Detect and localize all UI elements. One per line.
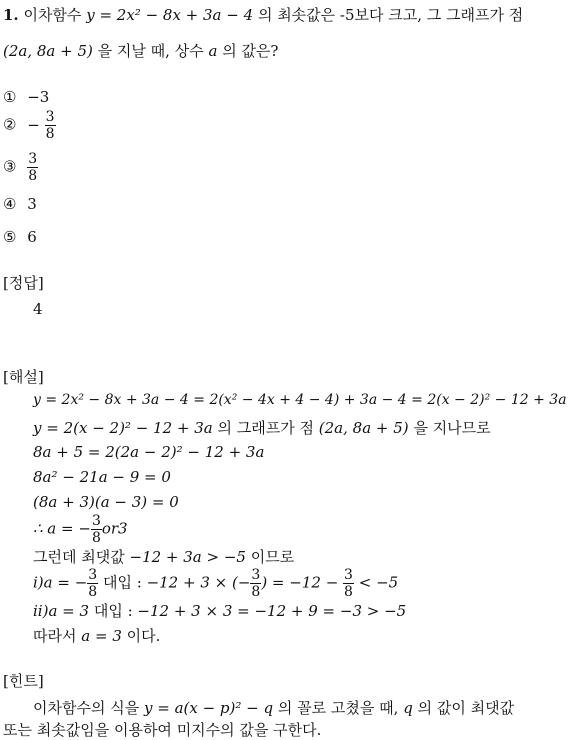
solution-point: (2a, 8a + 5)	[318, 419, 409, 437]
solution-text: 대입 :	[93, 602, 133, 620]
question-text: 을 지날 때, 상수	[97, 42, 204, 60]
solution-line-7	[33, 546, 294, 567]
solution-equation: −12 + 3a > −5	[129, 548, 246, 566]
solution-text: 을 지나므로	[413, 419, 491, 437]
hint-text: 의 꼴로 고쳤을 때,	[277, 699, 399, 717]
fraction-numerator: 3	[45, 109, 55, 125]
choice-3[interactable]	[3, 152, 38, 183]
solution-equation: < −5	[358, 573, 399, 592]
solution-label: [해설]	[3, 368, 44, 386]
solution-text: 따라서	[33, 627, 77, 645]
choice-marker: ②	[3, 115, 17, 134]
choice-sign: −	[27, 115, 40, 134]
fraction-denominator: 8	[251, 584, 261, 600]
hint-variable: q	[403, 699, 413, 717]
choice-text: 6	[27, 228, 37, 246]
choice-5[interactable]	[3, 228, 37, 246]
hint-line-1	[33, 697, 514, 718]
question-point: (2a, 8a + 5)	[3, 42, 93, 60]
solution-fraction	[91, 514, 102, 545]
hint-text: 의 값이 최댓값	[417, 699, 515, 717]
hint-equation: y = a(x − p)² − q	[143, 699, 274, 717]
fraction-denominator: 8	[91, 530, 101, 546]
solution-equation: −12 + 3 × (−	[146, 573, 251, 592]
fraction-numerator: 3	[251, 567, 261, 583]
choice-fraction	[27, 152, 38, 183]
solution-text: 그런데 최댓값	[33, 548, 125, 566]
solution-line-3: 8a + 5 = 2(2a − 2)² − 12 + 3a	[33, 443, 265, 461]
choice-text: −3	[27, 88, 50, 106]
question-number: 1.	[3, 6, 19, 24]
fraction-numerator: 3	[91, 513, 101, 529]
choice-marker: ④	[3, 195, 17, 213]
solution-equation: ) = −12 −	[261, 573, 339, 592]
hint-label: [힌트]	[3, 672, 44, 690]
fraction-denominator: 8	[88, 584, 98, 600]
solution-line-1: y = 2x² − 8x + 3a − 4 = 2(x² − 4x + 4 − 4) + 3a − 4 = 2(x − 2)² − 12 + 3a	[33, 392, 567, 408]
solution-line-9	[33, 600, 406, 621]
answer-value: 4	[33, 300, 43, 318]
solution-line-10	[33, 625, 160, 646]
solution-line-4: 8a² − 21a − 9 = 0	[33, 468, 171, 486]
hint-text: 이차함수의 식을	[33, 699, 140, 717]
question-text: 의 값은?	[222, 42, 279, 60]
solution-line-5: (8a + 3)(a − 3) = 0	[33, 493, 179, 511]
fraction-denominator: 8	[45, 126, 55, 142]
fraction-denominator: 8	[28, 168, 38, 184]
choice-text: 3	[27, 195, 37, 213]
solution-text: 의 그래프가 점	[217, 419, 314, 437]
solution-equation: a = 3	[81, 627, 122, 645]
hint-line-2: 또는 최솟값임을 이용하여 미지수의 값을 구한다.	[3, 721, 322, 739]
solution-line-8	[33, 568, 398, 599]
solution-equation: y = 2(x − 2)² − 12 + 3a	[33, 419, 213, 437]
solution-equation: ∴ a = −	[33, 519, 91, 538]
choice-1[interactable]	[3, 88, 49, 106]
question-line-1	[3, 4, 523, 25]
solution-line-6	[33, 514, 128, 545]
question-text: 의 최솟값은 -5보다 크고, 그 그래프가 점	[257, 6, 524, 24]
choice-fraction	[45, 110, 56, 141]
question-equation: y = 2x² − 8x + 3a − 4	[86, 6, 254, 24]
solution-equation: ii)a = 3	[33, 602, 90, 620]
solution-equation: i)a = −	[33, 573, 88, 592]
solution-equation: −12 + 3 × 3 = −12 + 9 = −3 > −5	[137, 602, 407, 620]
solution-fraction	[343, 568, 354, 599]
fraction-numerator: 3	[28, 151, 38, 167]
choice-4[interactable]	[3, 195, 37, 213]
fraction-denominator: 8	[344, 584, 353, 600]
question-text: 이차함수	[23, 6, 82, 24]
answer-label: [정답]	[3, 274, 44, 292]
choice-marker: ⑤	[3, 228, 17, 246]
fraction-numerator: 3	[88, 567, 98, 583]
question-variable: a	[208, 42, 218, 60]
fraction-numerator: 3	[344, 567, 353, 583]
solution-text: 이다.	[126, 627, 161, 645]
solution-fraction	[250, 568, 261, 599]
solution-text: or3	[101, 519, 128, 538]
choice-marker: ③	[3, 157, 17, 176]
solution-text: 이므로	[250, 548, 295, 566]
solution-line-2	[33, 417, 491, 438]
solution-fraction	[87, 568, 98, 599]
question-line-2	[3, 40, 278, 61]
choice-marker: ①	[3, 88, 17, 106]
solution-text: 대입 :	[102, 573, 142, 592]
choice-2[interactable]	[3, 110, 56, 141]
